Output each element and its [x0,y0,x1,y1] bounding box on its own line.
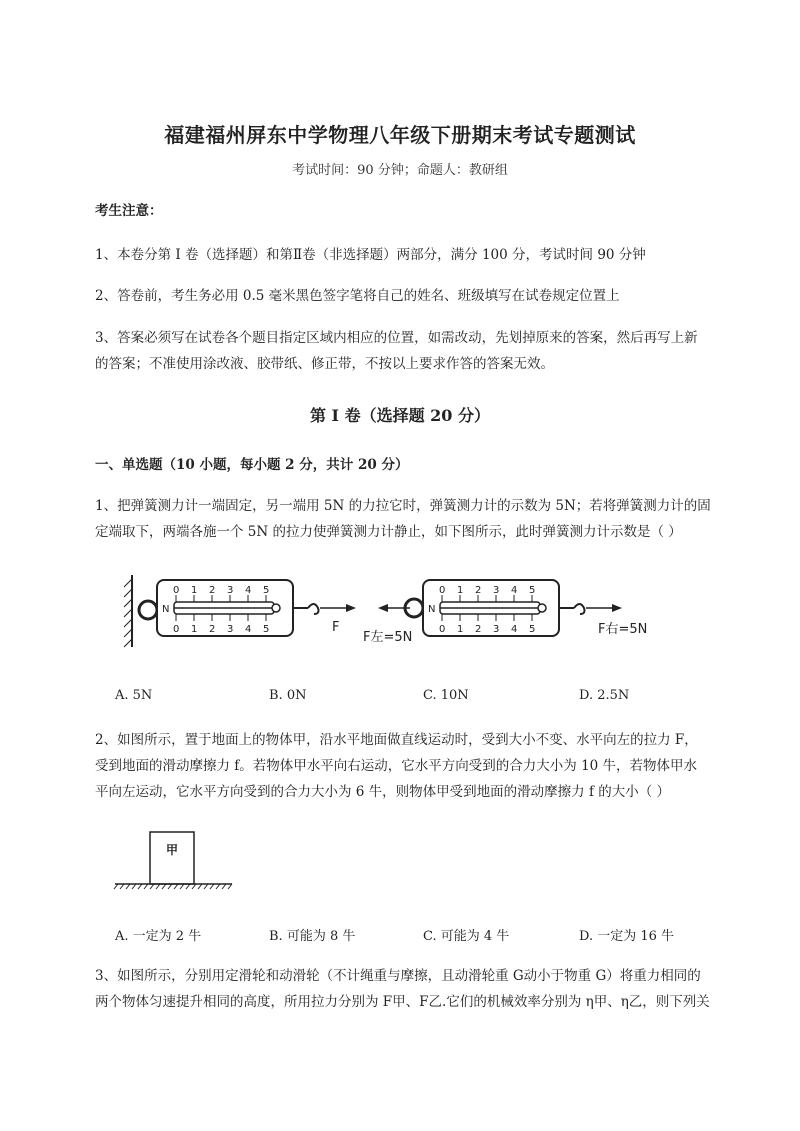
scale-tick-label: 3 [493,585,500,596]
scale-tick-label: 3 [227,624,234,635]
question-3-text: 两个物体匀速提升相同的高度，所用拉力分别为 F甲、F乙.它们的机械效率分别为 η甲、η乙，则下列关 [95,994,710,1010]
scale-tick-label: 4 [511,624,518,635]
option-a[interactable]: A. 一定为 2 牛 [115,929,202,944]
block-on-ground-figure [110,828,240,893]
force-label-f: F [332,620,340,635]
question-2-text: 平向左运动，它水平方向受到的合力大小为 6 牛，则物体甲受到地面的滑动摩擦力 f 的大小（ ） [95,784,671,800]
scale-tick-label: 4 [245,585,252,596]
option-b[interactable]: B. 0N [269,688,307,703]
question-2-text: 受到地面的滑动摩擦力 f。若物体甲水平向右运动，它水平方向受到的合力大小为 10 牛，若物体甲水 [95,758,698,774]
question-1-text: 定端取下，两端各施一个 5N 的拉力使弹簧测力计静止，如下图所示，此时弹簧测力计示数是（ ） [95,524,682,540]
page-title: 福建福州屏东中学物理八年级下册期末考试专题测试 [164,123,636,147]
force-label-left: F左=5N [363,630,413,645]
scale-unit: N [162,604,170,615]
scale-tick-label: 0 [439,585,446,596]
spring-scale-figure [120,565,680,660]
scale-tick-label: 3 [227,585,234,596]
scale-tick-label: 5 [529,585,536,596]
scale-tick-label: 5 [529,624,536,635]
section-title: 第 I 卷（选择题 20 分） [309,406,491,425]
scale-tick-label: 0 [173,585,180,596]
block-label: 甲 [166,843,179,857]
part-heading: 一、单选题（10 小题，每小题 2 分，共计 20 分） [95,457,409,473]
notice-item: 2、答卷前，考生务必用 0.5 毫米黑色签字笔将自己的姓名、班级填写在试卷规定位置上 [95,288,620,304]
scale-tick-label: 3 [493,624,500,635]
page-subtitle: 考试时间：90 分钟；命题人：教研组 [292,163,508,178]
notice-item: 1、本卷分第 I 卷（选择题）和第Ⅱ卷（非选择题）两部分，满分 100 分，考试时间 90 分钟 [95,247,646,263]
force-label-right: F右=5N [598,622,648,637]
scale-tick-label: 5 [263,585,270,596]
option-d[interactable]: D. 一定为 16 牛 [579,929,675,944]
scale-tick-label: 5 [263,624,270,635]
scale-tick-label: 1 [457,585,464,596]
option-c[interactable]: C. 可能为 4 牛 [423,929,510,944]
scale-unit: N [428,604,436,615]
scale-tick-label: 0 [173,624,180,635]
question-2-text: 2、如图所示，置于地面上的物体甲，沿水平地面做直线运动时，受到大小不变、水平向左的拉力 F， [95,732,698,748]
option-c[interactable]: C. 10N [423,688,469,703]
notice-item: 3、答案必须写在试卷各个题目指定区域内相应的位置，如需改动，先划掉原来的答案，然后再写上新 [95,330,698,346]
option-d[interactable]: D. 2.5N [579,688,630,703]
scale-tick-label: 2 [209,624,216,635]
option-b[interactable]: B. 可能为 8 牛 [269,929,356,944]
scale-tick-label: 1 [191,624,198,635]
question-3-text: 3、如图所示，分别用定滑轮和动滑轮（不计绳重与摩擦，且动滑轮重 G动小于物重 G）将重力相同的 [95,968,701,984]
scale-tick-label: 0 [439,624,446,635]
scale-tick-label: 4 [245,624,252,635]
notice-item-continued: 的答案；不准使用涂改液、胶带纸、修正带，不按以上要求作答的答案无效。 [95,356,554,372]
scale-tick-label: 2 [475,624,482,635]
scale-tick-label: 2 [209,585,216,596]
scale-tick-label: 1 [457,624,464,635]
scale-tick-label: 2 [475,585,482,596]
notice-heading: 考生注意： [95,203,163,219]
scale-tick-label: 4 [511,585,518,596]
option-a[interactable]: A. 5N [115,688,153,703]
question-1-text: 1、把弹簧测力计一端固定，另一端用 5N 的力拉它时，弹簧测力计的示数为 5N；若将弹簧测力计的固 [95,498,711,514]
scale-tick-label: 1 [191,585,198,596]
